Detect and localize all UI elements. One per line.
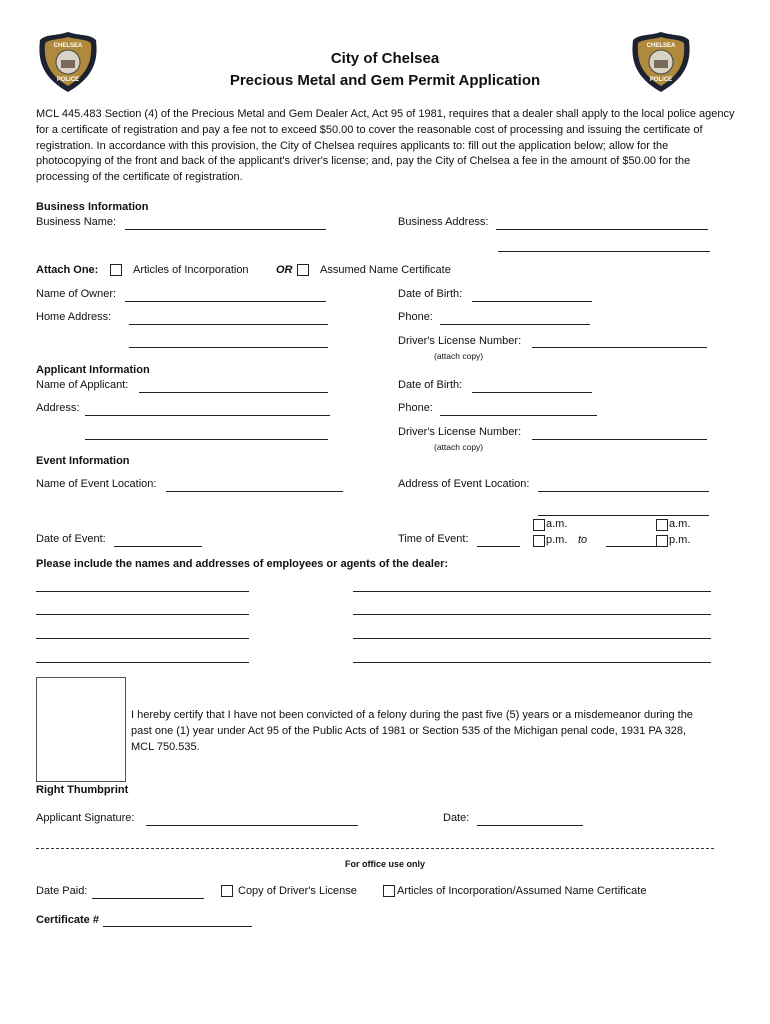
event-location-address-label: Address of Event Location: — [398, 478, 530, 490]
end-pm-label: p.m. — [669, 534, 691, 546]
event-heading: Event Information — [36, 455, 130, 467]
applicant-license-label: Driver's License Number: — [398, 426, 522, 438]
event-time-label: Time of Event: — [398, 533, 469, 545]
applicant-phone-field[interactable] — [440, 415, 597, 416]
intro-paragraph: MCL 445.483 Section (4) of the Precious Metal and Gem Dealer Act, Act 95 of 1981, requires that a dealer shall apply to the local police agency for a certificate of registration and pay a fee not to exceed $50.00 to cover the reasonable cost of processing and issuing the certificate of registration. In accordance with this provision, the City of Chelsea requires applicants to: fill out the application below; allow for the photocopying of the front and back of the applicant's driver's license; and, pay the City of Chelsea a fee in the amount of $50.00 for the processing of the certificate of registration. — [36, 108, 735, 184]
applicant-address-field[interactable] — [85, 415, 330, 416]
home-address-field[interactable] — [129, 324, 328, 325]
business-address-label: Business Address: — [398, 216, 489, 228]
attach-one-label: Attach One: — [36, 264, 99, 276]
copy-license-checkbox[interactable] — [221, 885, 233, 897]
certification-text: I hereby certify that I have not been convicted of a felony during the past five (5) years or a misdemeanor during the past one (1) year under Act 95 of the Public Acts of 1981 or Section 535 of the Michigan penal code, 1931 PA 328, MCL 750.535. — [131, 709, 693, 753]
owner-dob-field[interactable] — [472, 301, 592, 302]
employee-name-field-1[interactable] — [36, 591, 249, 592]
start-am-label: a.m. — [546, 518, 568, 530]
employees-heading: Please include the names and addresses of employees or agents of the dealer: — [36, 558, 449, 570]
end-am-checkbox[interactable] — [656, 519, 668, 531]
form-subtitle: Precious Metal and Gem Permit Application — [229, 72, 541, 89]
owner-name-field[interactable] — [125, 301, 326, 302]
employee-address-field-4[interactable] — [353, 662, 711, 663]
employee-name-field-4[interactable] — [36, 662, 249, 663]
owner-name-label: Name of Owner: — [36, 288, 117, 300]
signature-date-label: Date: — [443, 812, 470, 824]
end-pm-checkbox[interactable] — [656, 535, 668, 547]
badge-top-text: CHELSEA — [53, 43, 83, 49]
owner-phone-field[interactable] — [440, 324, 590, 325]
badge-bottom-text: POLICE — [649, 77, 673, 83]
or-label: OR — [276, 264, 293, 276]
business-name-label: Business Name: — [36, 216, 117, 228]
start-am-checkbox[interactable] — [533, 519, 545, 531]
start-pm-label: p.m. — [546, 534, 568, 546]
form-title: City of Chelsea — [330, 50, 440, 67]
owner-license-label: Driver's License Number: — [398, 335, 522, 347]
business-address-field-2[interactable] — [498, 251, 710, 252]
event-location-address-field-2[interactable] — [538, 515, 709, 516]
owner-license-field[interactable] — [532, 347, 707, 348]
time-to-label: to — [578, 534, 588, 546]
employee-address-field-3[interactable] — [353, 638, 711, 639]
owner-attach-copy-note: (attach copy) — [434, 351, 484, 361]
copy-license-label: Copy of Driver's License — [238, 885, 357, 897]
thumbprint-box[interactable] — [36, 677, 126, 782]
applicant-dob-label: Date of Birth: — [398, 379, 463, 391]
assumed-name-checkbox[interactable] — [297, 264, 309, 276]
applicant-address-label: Address: — [36, 402, 80, 414]
start-pm-checkbox[interactable] — [533, 535, 545, 547]
business-heading: Business Information — [36, 201, 149, 213]
date-paid-label: Date Paid: — [36, 885, 88, 897]
business-address-field[interactable] — [496, 229, 708, 230]
home-address-label: Home Address: — [36, 311, 112, 323]
event-location-name-field[interactable] — [166, 491, 343, 492]
event-end-time-field[interactable] — [606, 546, 656, 547]
applicant-attach-copy-note: (attach copy) — [434, 442, 484, 452]
signature-field[interactable] — [146, 825, 358, 826]
thumbprint-label: Right Thumbprint — [36, 784, 129, 796]
certificate-number-label: Certificate # — [36, 914, 99, 926]
signature-date-field[interactable] — [477, 825, 583, 826]
applicant-name-field[interactable] — [139, 392, 328, 393]
business-name-field[interactable] — [125, 229, 326, 230]
home-address-field-2[interactable] — [129, 347, 328, 348]
event-start-time-field[interactable] — [477, 546, 520, 547]
employee-address-field-1[interactable] — [353, 591, 711, 592]
applicant-license-field[interactable] — [532, 439, 707, 440]
event-date-label: Date of Event: — [36, 533, 106, 545]
event-location-name-label: Name of Event Location: — [36, 478, 157, 490]
badge-bottom-text: POLICE — [56, 77, 80, 83]
end-am-label: a.m. — [669, 518, 691, 530]
event-date-field[interactable] — [114, 546, 202, 547]
applicant-name-label: Name of Applicant: — [36, 379, 129, 391]
assumed-option-label: Assumed Name Certificate — [320, 264, 451, 276]
office-use-heading: For office use only — [344, 859, 425, 869]
date-paid-field[interactable] — [92, 898, 204, 899]
applicant-address-field-2[interactable] — [85, 439, 328, 440]
event-location-address-field[interactable] — [538, 491, 709, 492]
articles-option-label: Articles of Incorporation — [133, 264, 249, 276]
employee-name-field-3[interactable] — [36, 638, 249, 639]
signature-label: Applicant Signature: — [36, 812, 135, 824]
articles-checkbox[interactable] — [110, 264, 122, 276]
applicant-heading: Applicant Information — [36, 364, 150, 376]
owner-dob-label: Date of Birth: — [398, 288, 463, 300]
applicant-phone-label: Phone: — [398, 402, 433, 414]
office-divider — [36, 848, 714, 849]
articles-assumed-label: Articles of Incorporation/Assumed Name Certificate — [397, 885, 647, 897]
employee-name-field-2[interactable] — [36, 614, 249, 615]
badge-top-text: CHELSEA — [646, 43, 676, 49]
employee-address-field-2[interactable] — [353, 614, 711, 615]
certificate-number-field[interactable] — [103, 926, 252, 927]
owner-phone-label: Phone: — [398, 311, 433, 323]
articles-assumed-checkbox[interactable] — [383, 885, 395, 897]
applicant-dob-field[interactable] — [472, 392, 592, 393]
